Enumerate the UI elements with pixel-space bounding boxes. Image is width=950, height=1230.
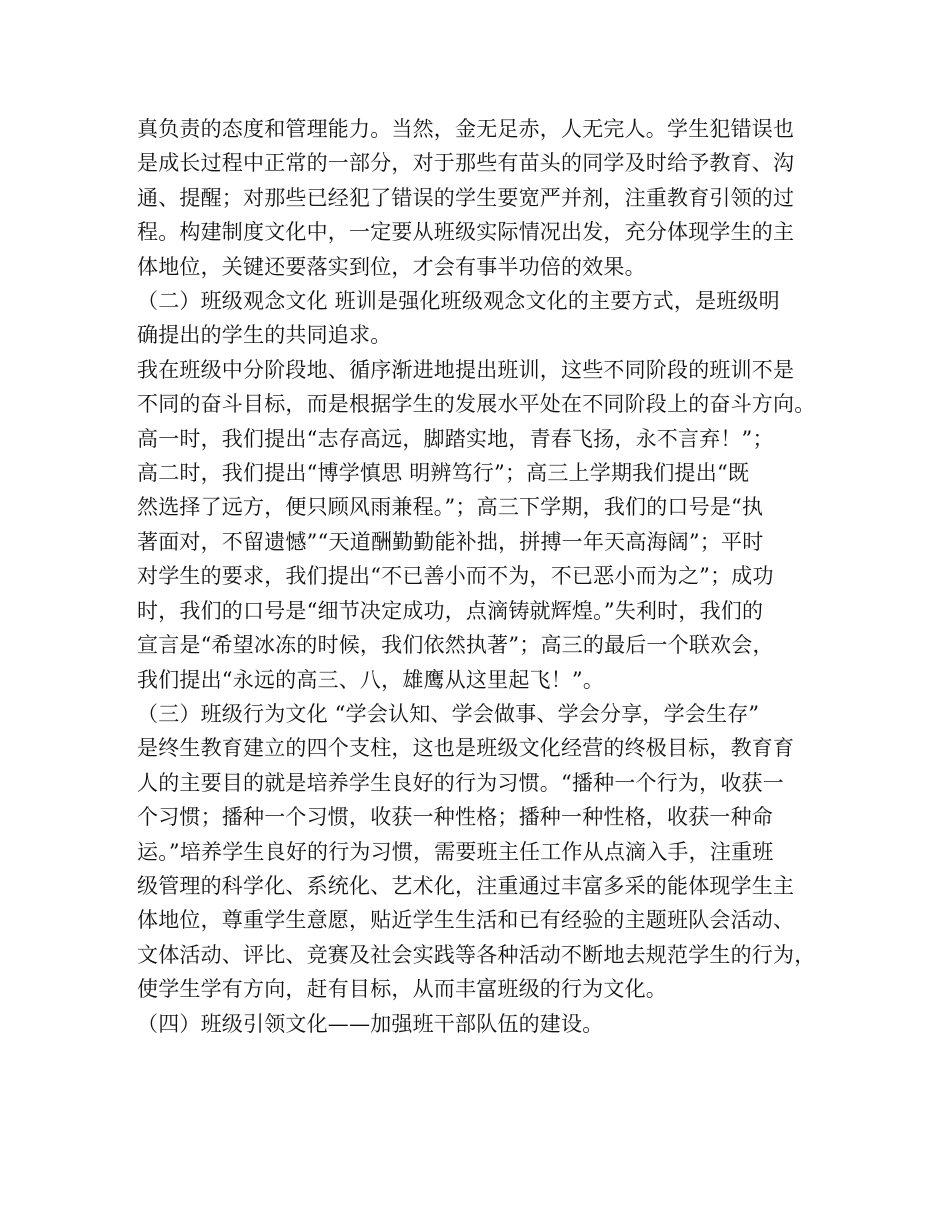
section-heading-2: （二）班级观念文化 班训是强化班级观念文化的主要方式，是班级明 xyxy=(137,289,780,314)
text-line: 文体活动、评比、竞赛及社会实践等各种活动不断地去规范学生的行为， xyxy=(137,942,816,967)
text-line: 体地位，关键还要落实到位，才会有事半功倍的效果。 xyxy=(137,254,646,279)
text-line: 高一时，我们提出“志存高远，脚踏实地，青春飞扬，永不言弃！”； xyxy=(137,426,774,451)
text-line: 是终生教育建立的四个支柱，这也是班级文化经营的终极目标，教育育 xyxy=(137,736,795,761)
text-line: 是成长过程中正常的一部分，对于那些有苗头的同学及时给予教育、沟 xyxy=(137,151,795,176)
text-line: 我们提出“永远的高三、八，雄鹰从这里起飞！”。 xyxy=(137,667,605,692)
text-line: 人的主要目的就是培养学生良好的行为习惯。“播种一个行为，收获一 xyxy=(137,770,784,795)
section-heading-3: （三）班级行为文化 “学会认知、学会做事、学会分享，学会生存” xyxy=(137,701,760,726)
text-line: 使学生学有方向，赶有目标，从而丰富班级的行为文化。 xyxy=(137,977,667,1002)
body-text xyxy=(137,112,827,1041)
section-heading-4: （四）班级引领文化——加强班干部队伍的建设。 xyxy=(137,1011,604,1036)
text-line: 通、提醒；对那些已经犯了错误的学生要宽严并剂，注重教育引领的过 xyxy=(137,185,795,210)
text-line: 然选择了远方，便只顾风雨兼程。”；高三下学期，我们的口号是“执 xyxy=(137,495,764,520)
text-line: 程。构建制度文化中，一定要从班级实际情况出发，充分体现学生的主 xyxy=(137,220,795,245)
text-line: 宣言是“希望冰冻的时候，我们依然执著”；高三的最后一个联欢会， xyxy=(137,633,774,658)
text-line: 个习惯；播种一个习惯，收获一种性格；播种一种性格，收获一种命 xyxy=(137,805,773,830)
text-line: 我在班级中分阶段地、循序渐进地提出班训，这些不同阶段的班训不是 xyxy=(137,357,795,382)
text-line: 体地位，尊重学生意愿，贴近学生生活和已有经验的主题班队会活动、 xyxy=(137,908,795,933)
text-line: 著面对，不留遗憾”“天道酬勤勤能补拙，拼搏一年天高海阔”；平时 xyxy=(137,529,764,554)
text-line: 真负责的态度和管理能力。当然，金无足赤，人无完人。学生犯错误也 xyxy=(137,117,795,141)
text-line: 级管理的科学化、系统化、艺术化，注重通过丰富多采的能体现学生主 xyxy=(137,873,795,898)
text-line: 运。”培养学生良好的行为习惯，需要班主任工作从点滴入手，注重班 xyxy=(137,839,774,864)
text-line: 对学生的要求，我们提出“不已善小而不为，不已恶小而为之”；成功 xyxy=(137,564,774,589)
text-line: 不同的奋斗目标，而是根据学生的发展水平处在不同阶段上的奋斗方向。 xyxy=(137,392,816,417)
text-line: 高二时，我们提出“博学慎思 明辨笃行”；高三上学期我们提出“既 xyxy=(137,461,750,486)
text-line: 确提出的学生的共同追求。 xyxy=(137,323,392,348)
text-line: 时，我们的口号是“细节决定成功，点滴铸就辉煌。”失利时，我们的 xyxy=(137,598,764,623)
